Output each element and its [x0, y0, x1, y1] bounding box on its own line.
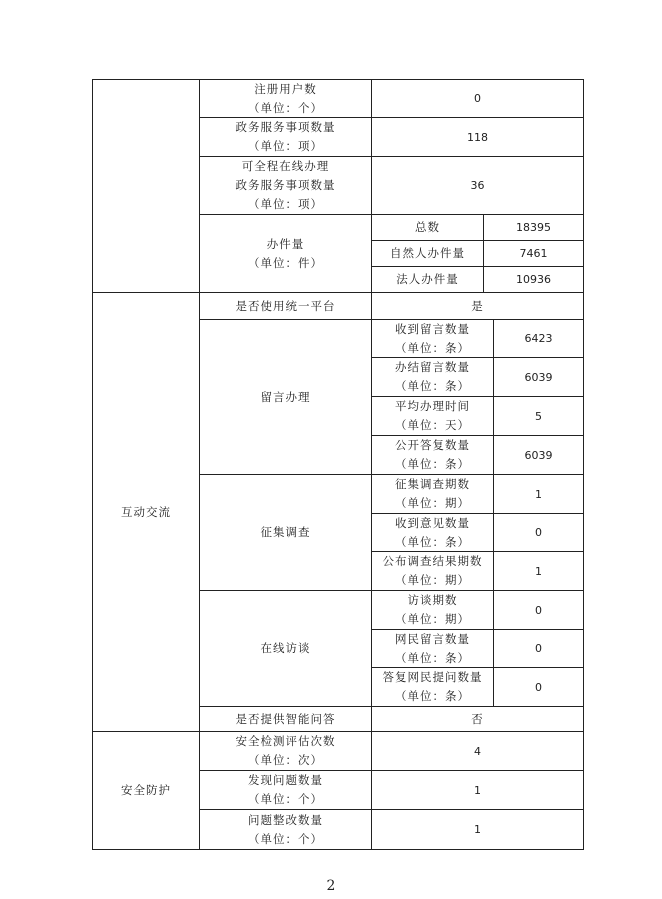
- cases-unit: （单位：件）: [248, 255, 323, 270]
- page-number: 2: [326, 878, 336, 894]
- cases-legal-label: 法人办件量: [371, 266, 484, 293]
- interview-group-label: 在线访谈: [199, 590, 372, 707]
- survey-group-label: 征集调查: [199, 474, 372, 591]
- msg-concluded-text: 办结留言数量: [395, 360, 470, 374]
- cases-total-label: 总数: [371, 214, 484, 241]
- reg-users-value: 0: [371, 79, 584, 118]
- msg-concluded-unit: （单位：条）: [395, 379, 470, 393]
- interview-answers-text: 答复网民提问数量: [382, 670, 483, 684]
- cases-total-value: 18395: [483, 214, 584, 241]
- survey-results-text: 公布调查结果期数: [382, 554, 483, 568]
- msg-concluded-label: [371, 357, 494, 397]
- smart-qa-label: 是否提供智能问答: [199, 706, 372, 732]
- msg-public-replies-unit: （单位：条）: [395, 457, 470, 471]
- msg-received-value: 6423: [493, 319, 584, 358]
- reg-users-unit: （单位：个）: [248, 100, 323, 115]
- online-items-unit: （单位：项）: [248, 197, 323, 211]
- section1-category-cell: [92, 79, 200, 293]
- online-items-text2: 政务服务事项数量: [235, 178, 336, 192]
- unified-platform-label: 是否使用统一平台: [199, 292, 372, 320]
- security-checks-label: [199, 731, 372, 771]
- issues-found-value: 1: [371, 770, 584, 810]
- survey-opinions-text: 收到意见数量: [395, 515, 470, 530]
- online-items-text1: 可全程在线办理: [241, 159, 330, 173]
- interview-messages-label: [371, 629, 494, 668]
- svc-items-text: 政务服务事项数量: [235, 120, 336, 134]
- survey-results-unit: （单位：期）: [395, 573, 470, 587]
- interview-messages-value: 0: [493, 629, 584, 668]
- svc-items-label: [199, 117, 372, 157]
- interview-periods-value: 0: [493, 590, 584, 630]
- issues-fixed-label: [199, 809, 372, 850]
- cases-natural-value: 7461: [483, 240, 584, 267]
- survey-periods-text: 征集调查期数: [395, 477, 470, 491]
- survey-periods-label: [371, 474, 494, 514]
- msg-public-replies-value: 6039: [493, 435, 584, 475]
- security-checks-text: 安全检测评估次数: [235, 734, 336, 748]
- issues-fixed-value: 1: [371, 809, 584, 850]
- interview-messages-unit: （单位：条）: [395, 650, 470, 665]
- interview-periods-label: [371, 590, 494, 630]
- interview-answers-unit: （单位：条）: [395, 689, 470, 703]
- survey-periods-value: 1: [493, 474, 584, 514]
- cases-text: 办件量: [266, 236, 305, 251]
- issues-found-text: 发现问题数量: [248, 773, 323, 787]
- online-items-label: [199, 156, 372, 215]
- smart-qa-value: 否: [371, 706, 584, 732]
- issues-fixed-text: 问题整改数量: [248, 812, 323, 827]
- interview-answers-label: [371, 667, 494, 707]
- security-checks-unit: （单位：次）: [248, 753, 323, 767]
- reg-users-text: 注册用户数: [254, 81, 317, 96]
- interview-messages-text: 网民留言数量: [395, 631, 470, 646]
- issues-found-unit: （单位：个）: [248, 792, 323, 806]
- msg-avg-time-unit: （单位：天）: [395, 418, 470, 432]
- unified-platform-value: 是: [371, 292, 584, 320]
- svc-items-value: 118: [371, 117, 584, 157]
- msg-public-replies-label: [371, 435, 494, 475]
- cases-legal-value: 10936: [483, 266, 584, 293]
- survey-results-label: [371, 551, 494, 591]
- msg-avg-time-value: 5: [493, 396, 584, 436]
- reg-users-label: [199, 79, 372, 118]
- security-section-title: 安全防护: [92, 731, 200, 850]
- survey-periods-unit: （单位：期）: [395, 496, 470, 510]
- interaction-section-title: 互动交流: [92, 292, 200, 732]
- survey-opinions-unit: （单位：条）: [395, 534, 470, 549]
- survey-results-value: 1: [493, 551, 584, 591]
- survey-opinions-value: 0: [493, 513, 584, 552]
- security-checks-value: 4: [371, 731, 584, 771]
- issues-found-label: [199, 770, 372, 810]
- msg-avg-time-text: 平均办理时间: [395, 399, 470, 413]
- survey-opinions-label: [371, 513, 494, 552]
- interview-periods-text: 访谈期数: [407, 593, 458, 607]
- msg-received-text: 收到留言数量: [395, 321, 470, 336]
- interview-answers-value: 0: [493, 667, 584, 707]
- msg-avg-time-label: [371, 396, 494, 436]
- svc-items-unit: （单位：项）: [248, 139, 323, 153]
- msg-received-label: [371, 319, 494, 358]
- online-items-value: 36: [371, 156, 584, 215]
- cases-natural-label: 自然人办件量: [371, 240, 484, 267]
- msg-public-replies-text: 公开答复数量: [395, 438, 470, 452]
- msg-received-unit: （单位：条）: [395, 340, 470, 355]
- interview-periods-unit: （单位：期）: [395, 612, 470, 626]
- msg-concluded-value: 6039: [493, 357, 584, 397]
- cases-label: [199, 214, 372, 293]
- messages-group-label: 留言办理: [199, 319, 372, 475]
- issues-fixed-unit: （单位：个）: [248, 831, 323, 846]
